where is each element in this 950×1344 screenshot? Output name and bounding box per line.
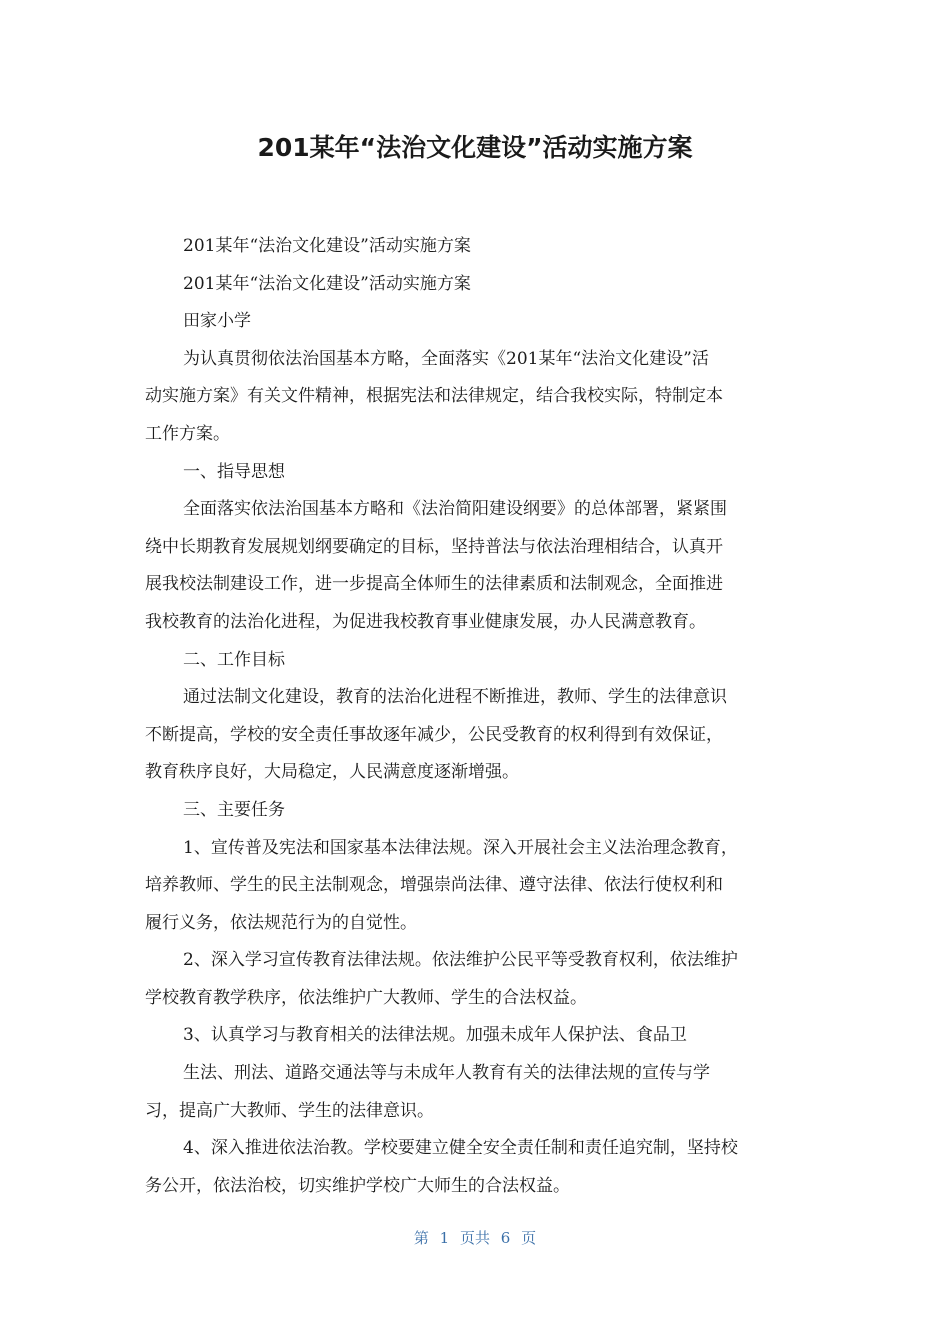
section-heading: 二、工作目标	[183, 649, 285, 670]
text-line: 务公开，依法治校，切实维护学校广大师生的合法权益。	[145, 1175, 570, 1196]
section-heading: 一、指导思想	[183, 461, 285, 482]
text-line: 生法、刑法、道路交通法等与未成年人教育有关的法律法规的宣传与学	[183, 1063, 710, 1084]
text-line: 4、深入推进依法治教。学校要建立健全安全责任制和责任追究制，坚持校	[183, 1138, 738, 1159]
text-line: 动实施方案》有关文件精神，根据宪法和法律规定，结合我校实际，特制定本	[145, 386, 723, 407]
text-line: 学校教育教学秩序，依法维护广大教师、学生的合法权益。	[145, 987, 587, 1008]
text-line: 教育秩序良好，大局稳定，人民满意度逐渐增强。	[145, 762, 519, 783]
text-line: 3、认真学习与教育相关的法律法规。加强未成年人保护法、食品卫	[183, 1025, 687, 1046]
document-title: 201某年“法治文化建设”活动实施方案	[257, 133, 693, 162]
text-line: 不断提高，学校的安全责任事故逐年减少，公民受教育的权利得到有效保证，	[145, 724, 723, 745]
text-line: 全面落实依法治国基本方略和《法治简阳建设纲要》的总体部署，紧紧围	[183, 499, 727, 520]
text-line: 2、深入学习宣传教育法律法规。依法维护公民平等受教育权利，依法维护	[183, 950, 738, 971]
text-line: 通过法制文化建设，教育的法治化进程不断推进，教师、学生的法律意识	[183, 687, 727, 708]
text-line: 为认真贯彻依法治国基本方略，全面落实《201某年“法治文化建设”活	[183, 348, 709, 369]
text-line: 工作方案。	[145, 423, 230, 444]
text-line: 履行义务，依法规范行为的自觉性。	[145, 912, 417, 933]
text-line: 培养教师、学生的民主法制观念，增强崇尚法律、遵守法律、依法行使权利和	[145, 875, 723, 896]
text-line: 习，提高广大教师、学生的法律意识。	[145, 1100, 434, 1121]
document-body	[145, 228, 809, 1205]
text-line: 绕中长期教育发展规划纲要确定的目标，坚持普法与依法治理相结合，认真开	[145, 536, 723, 557]
page-number-footer: 第 1 页共 6 页	[413, 1229, 537, 1247]
text-line: 201某年“法治文化建设”活动实施方案	[183, 236, 471, 256]
text-line: 展我校法制建设工作，进一步提高全体师生的法律素质和法制观念，全面推进	[145, 574, 723, 595]
text-line: 我校教育的法治化进程，为促进我校教育事业健康发展，办人民满意教育。	[145, 611, 706, 632]
text-line: 田家小学	[183, 311, 251, 332]
section-heading: 三、主要任务	[183, 799, 285, 820]
text-line: 201某年“法治文化建设”活动实施方案	[183, 273, 471, 294]
text-line: 1、宣传普及宪法和国家基本法律法规。深入开展社会主义法治理念教育，	[183, 837, 738, 858]
